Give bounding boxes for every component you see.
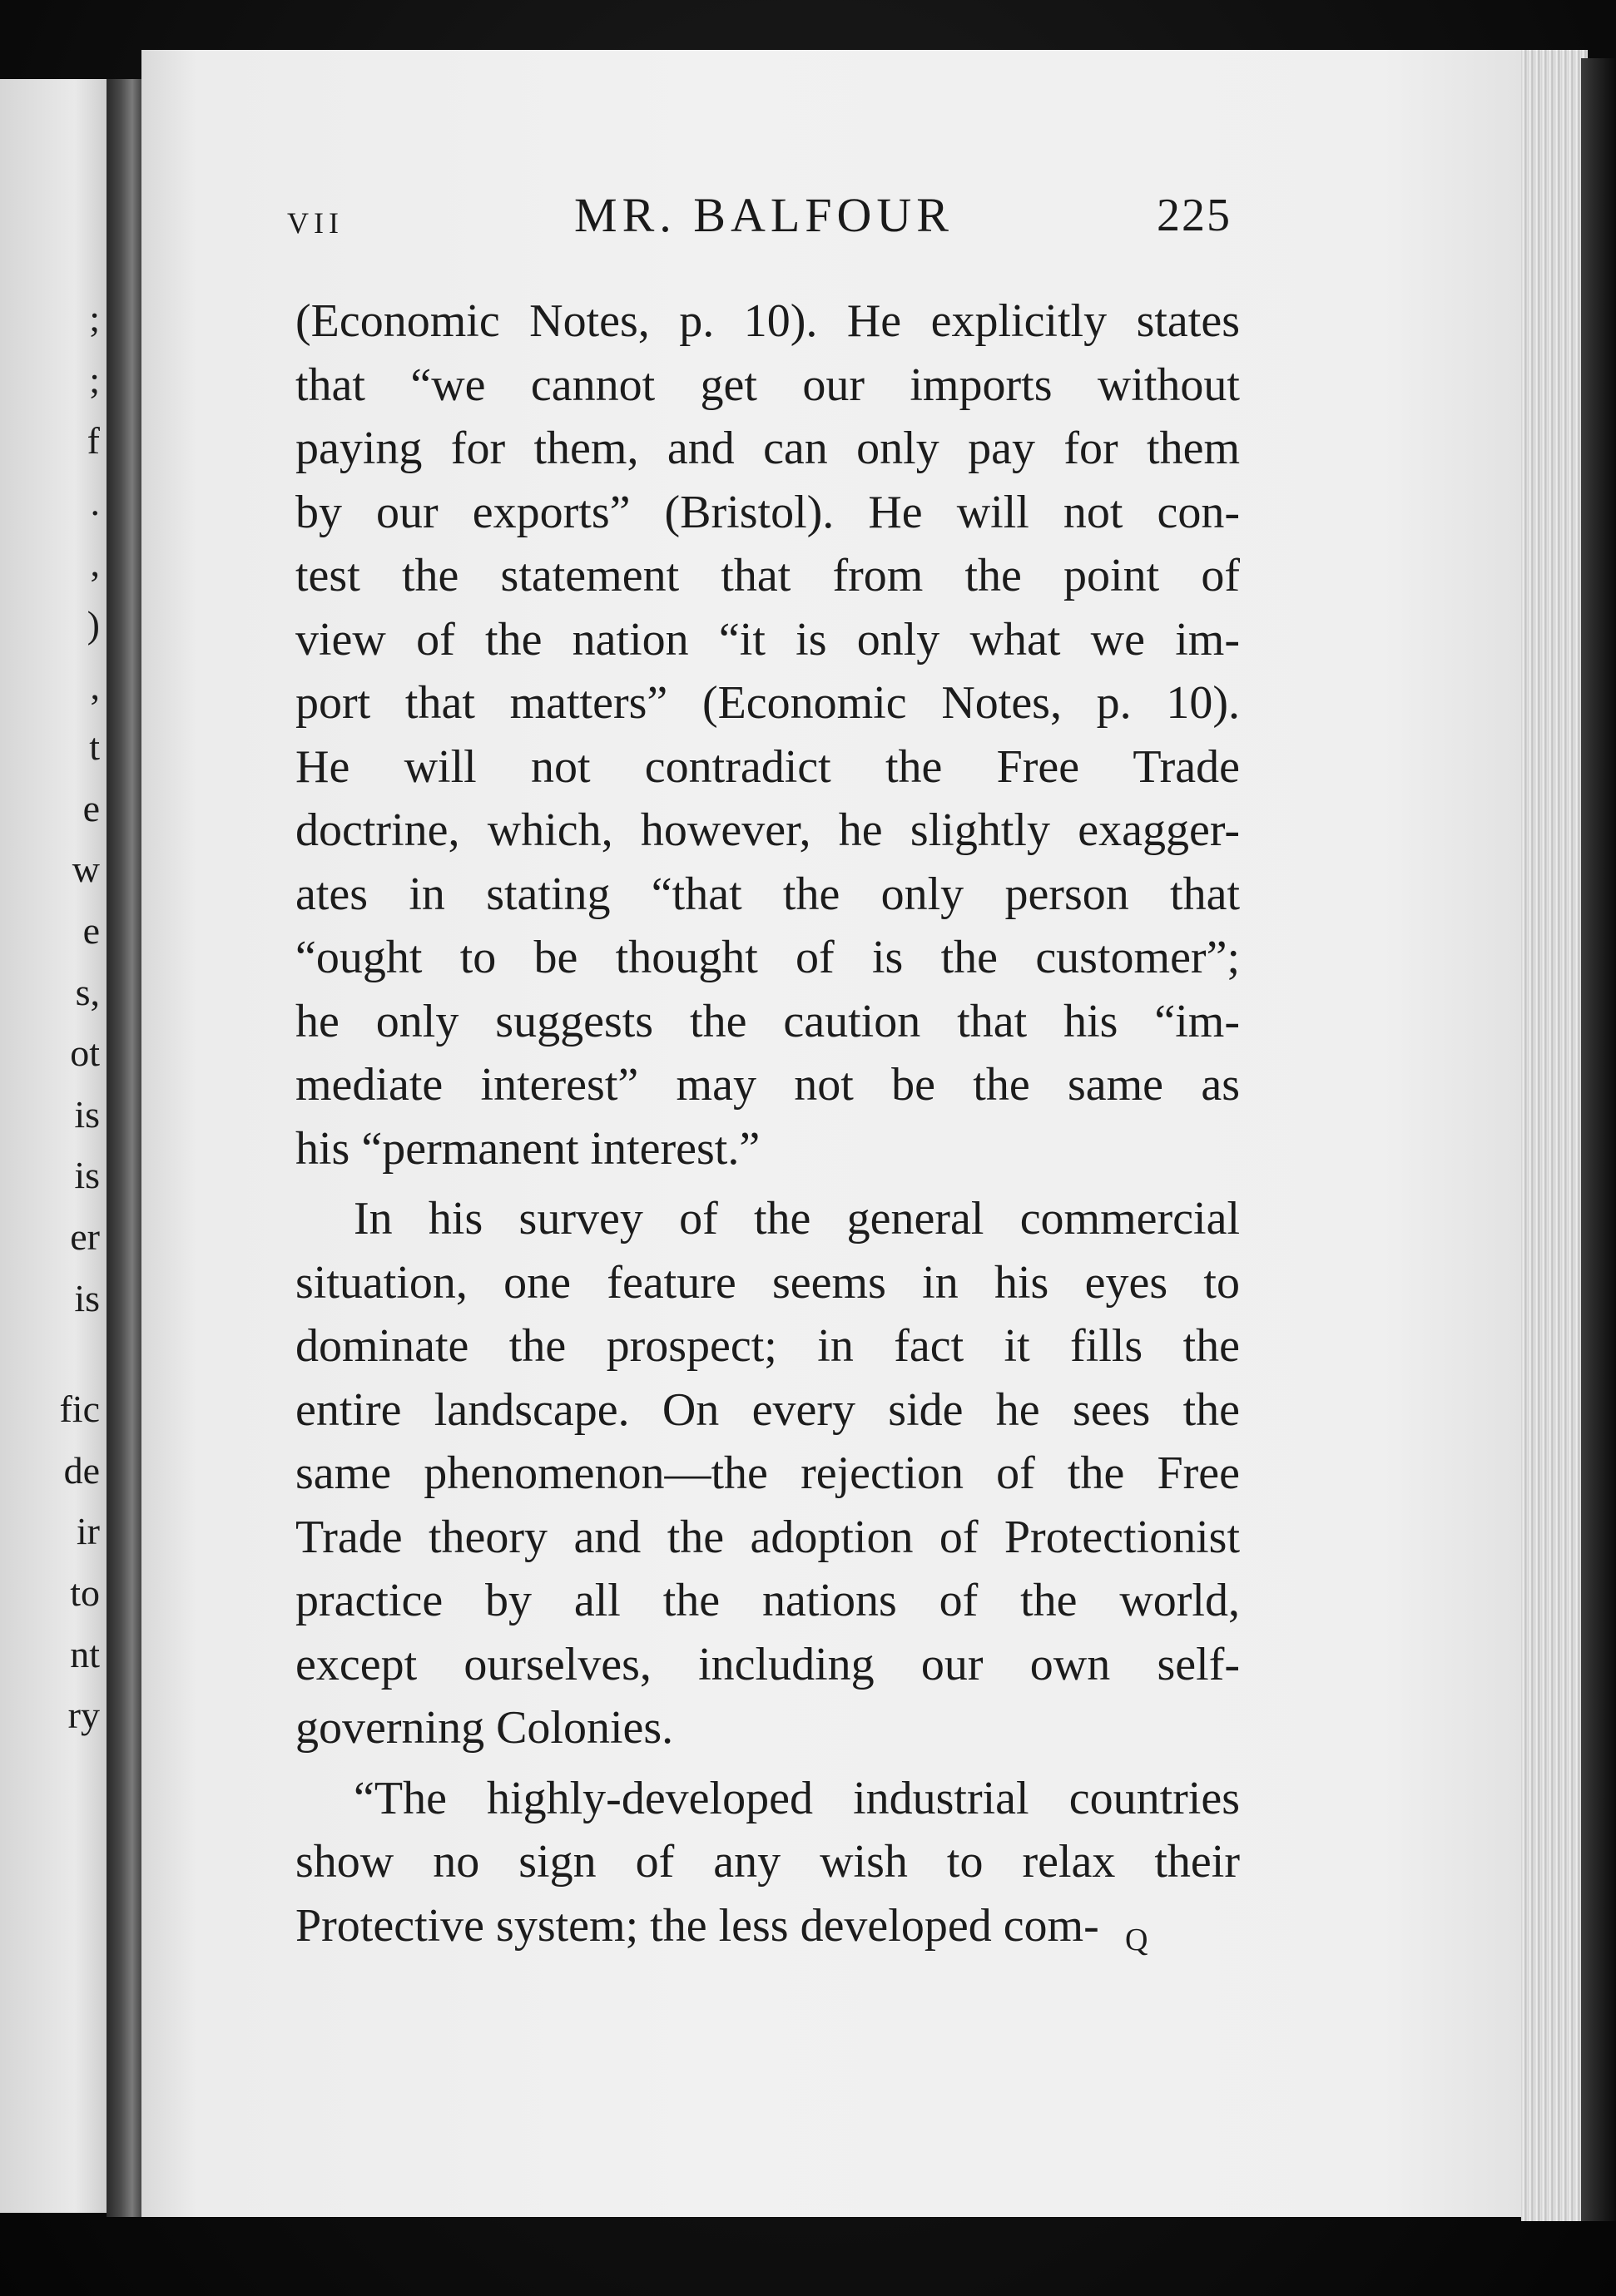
facing-page-text-fragments xyxy=(0,0,100,2296)
facing-page-fragment: , xyxy=(90,542,100,585)
text-line: he only suggests the caution that his “im- xyxy=(295,995,1240,1047)
facing-page-fragment: ; xyxy=(89,358,100,401)
paragraph xyxy=(295,289,1240,1180)
text-line: situation, one feature seems in his eyes to xyxy=(295,1256,1240,1309)
text-line: that “we cannot get our imports without xyxy=(295,359,1240,411)
text-line: except ourselves, including our own self- xyxy=(295,1638,1240,1690)
facing-page-fragment: w xyxy=(72,848,100,891)
running-head xyxy=(287,187,1232,254)
paragraph xyxy=(295,1767,1240,1958)
text-line: In his survey of the general commercial xyxy=(354,1193,1240,1244)
text-line: his “permanent interest.” xyxy=(295,1122,761,1175)
facing-page-fragment: f xyxy=(87,419,100,463)
facing-page-fragment: e xyxy=(82,786,100,829)
facing-page-fragment: ; xyxy=(89,297,100,339)
facing-page-fragment: e xyxy=(82,909,100,952)
text-line: “The highly-developed industrial countries xyxy=(354,1772,1240,1824)
facing-page-fragment: ry xyxy=(67,1694,100,1737)
text-line: “ought to be thought of is the customer”; xyxy=(295,932,1240,983)
text-line: practice by all the nations of the world, xyxy=(295,1575,1240,1626)
text-line: mediate interest” may not be the same as xyxy=(295,1059,1240,1111)
text-line: ates in stating “that the only person that xyxy=(295,868,1240,920)
text-line: paying for them, and can only pay for them xyxy=(295,423,1240,474)
text-line: view of the nation “it is only what we im- xyxy=(295,613,1240,666)
text-line: Protective system; the less developed com- xyxy=(295,1899,1099,1952)
chapter-number: VII xyxy=(287,206,344,240)
text-line: by our exports” (Bristol). He will not con- xyxy=(295,486,1240,538)
facing-page-fragment: is xyxy=(74,1154,100,1197)
facing-page-fragment: . xyxy=(90,480,100,523)
facing-page-fragment: is xyxy=(74,1276,100,1319)
text-line: doctrine, which, however, he slightly exagger- xyxy=(295,804,1240,856)
text-line: same phenomenon—the rejection of the Free xyxy=(295,1447,1240,1499)
facing-page-fragment: nt xyxy=(70,1632,100,1675)
text-line: He will not contradict the Free Trade xyxy=(295,740,1240,793)
paragraph xyxy=(295,1187,1240,1760)
text-line: dominate the prospect; in fact it fills the xyxy=(295,1320,1240,1372)
facing-page-fragment: is xyxy=(74,1092,100,1136)
facing-page-fragment: s, xyxy=(75,970,100,1013)
facing-page-fragment: ot xyxy=(70,1032,100,1075)
body-text xyxy=(295,289,1240,1957)
text-line: port that matters” (Economic Notes, p. 10). xyxy=(295,677,1240,729)
facing-page-fragment: t xyxy=(89,725,100,769)
facing-page-fragment: , xyxy=(90,664,100,707)
facing-page-fragment: er xyxy=(70,1215,100,1258)
text-line: test the statement that from the point of xyxy=(295,550,1240,601)
facing-page-fragment: de xyxy=(63,1448,100,1492)
text-line: Trade theory and the adoption of Protectionist xyxy=(295,1511,1240,1563)
text-line: governing Colonies. xyxy=(295,1702,674,1754)
facing-page-fragment: ir xyxy=(76,1510,100,1553)
book-edge-shadow xyxy=(1581,58,1616,2221)
page-number: 225 xyxy=(1157,190,1232,241)
page-fore-edge xyxy=(1521,50,1588,2221)
text-line: (Economic Notes, p. 10). He explicitly states xyxy=(295,295,1240,347)
signature-mark: Q xyxy=(1125,1922,1148,1957)
facing-page-fragment: to xyxy=(70,1571,100,1614)
facing-page-fragment: ) xyxy=(87,603,100,646)
text-line: show no sign of any wish to relax their xyxy=(295,1836,1240,1888)
facing-page-fragment: fic xyxy=(59,1388,100,1431)
text-line: entire landscape. On every side he sees the xyxy=(295,1383,1240,1436)
running-title: MR. BALFOUR xyxy=(574,188,954,242)
